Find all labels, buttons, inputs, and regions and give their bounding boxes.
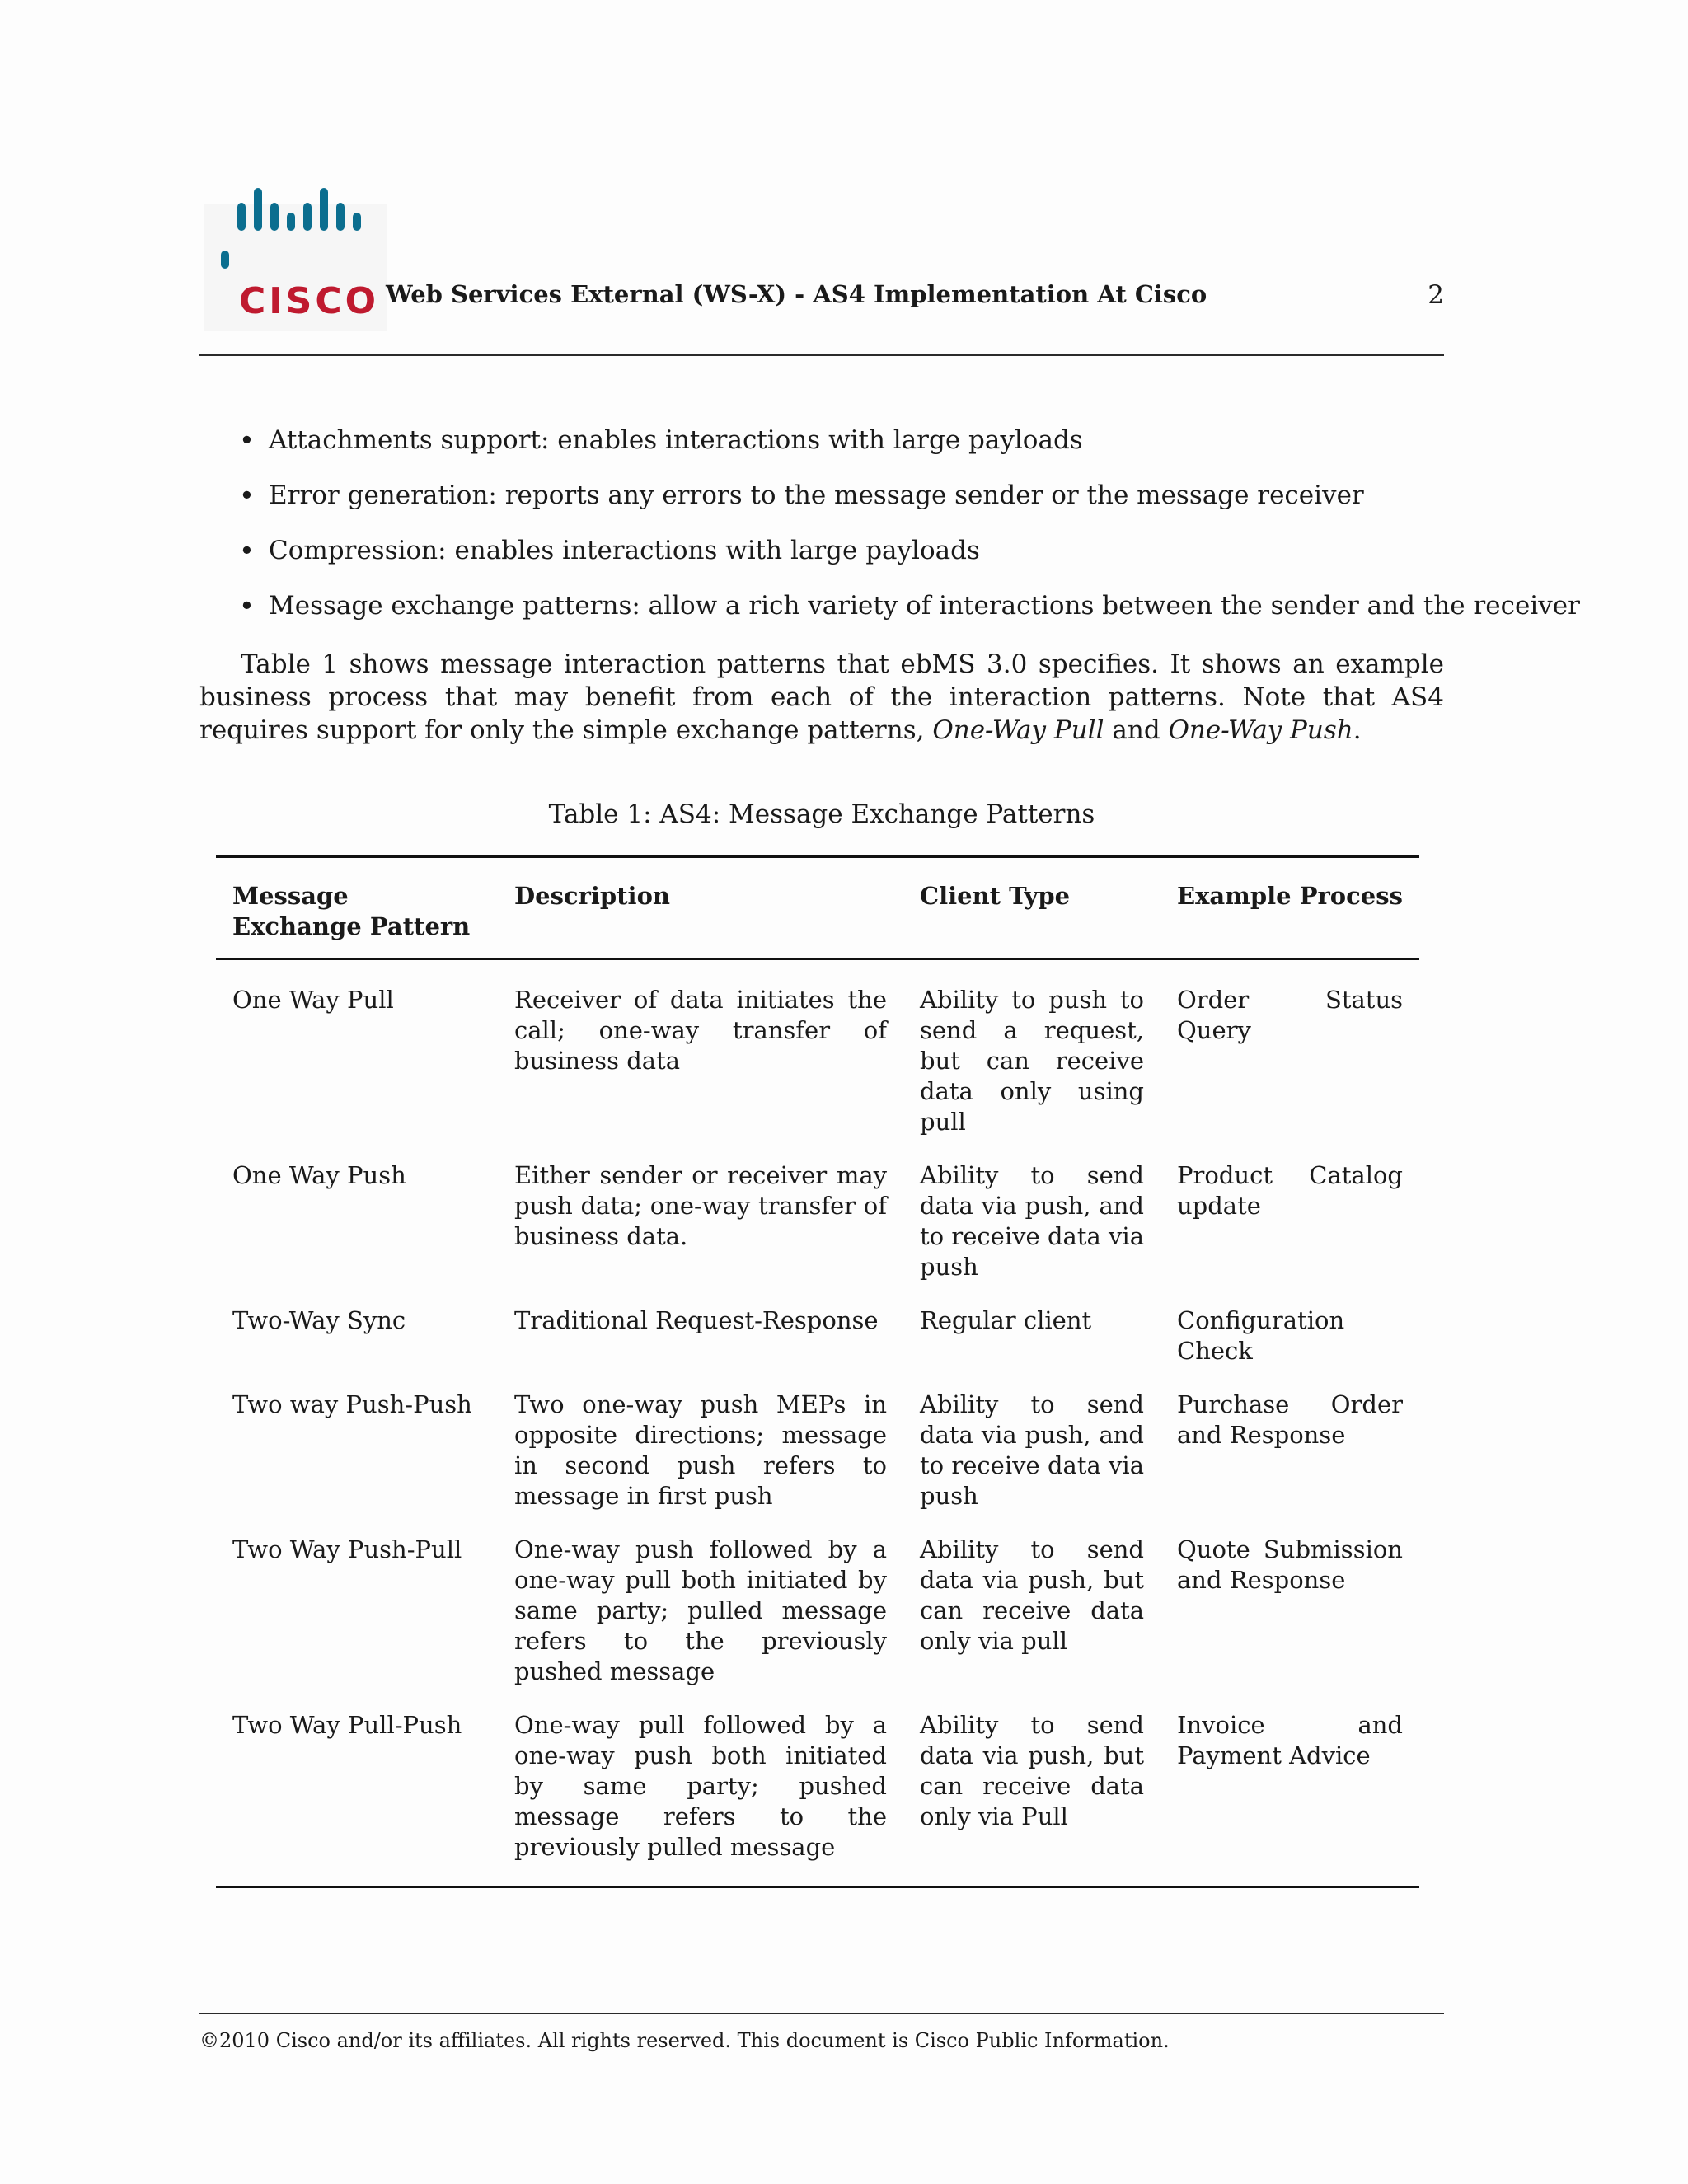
table-cell: Traditional Request-Response: [514, 1306, 879, 1334]
header-rule: [199, 354, 1444, 356]
paragraph-text: Table 1 shows message interaction patterns that ebMS 3.0 specifies. It shows an example business process that may benefit from each of the interaction patterns. Note that AS4 requires support for only the simple exchange patterns,: [199, 649, 1444, 745]
feature-list: [239, 420, 1580, 641]
list-item: • Error generation: reports any errors to the message sender or the message receiver: [239, 476, 1451, 531]
cisco-logo: [204, 204, 387, 331]
table-row: [216, 1160, 1419, 1305]
paragraph-emphasis: One-Way Pull: [932, 715, 1104, 745]
table-cell: Ability to send data via push, and to receive data via push: [920, 1390, 1144, 1510]
table-cell: Either sender or receiver may push data; one-way transfer of business data.: [514, 1161, 887, 1250]
footer-rule: [199, 2013, 1444, 2014]
page-number: 2: [1428, 280, 1444, 310]
table-row: [216, 1305, 1419, 1390]
table-header-row: [216, 857, 1419, 960]
table-cell: Invoice and Payment Advice: [1177, 1711, 1403, 1769]
table-cell: Two way Push-Push: [232, 1390, 472, 1418]
table-cell: Two Way Pull-Push: [232, 1711, 462, 1739]
table-row: [216, 1390, 1419, 1535]
column-header: Message Exchange Pattern: [232, 882, 471, 940]
table-cell: Order Status Query: [1177, 986, 1403, 1044]
table-cell: One Way Push: [232, 1161, 406, 1189]
table-cell: One-way pull followed by a one-way push both initiated by same party; pushed message refers to the previously pulled message: [514, 1711, 887, 1861]
table-cell: Configuration Check: [1177, 1306, 1345, 1365]
page-header: [199, 204, 1444, 354]
table-cell: Two-Way Sync: [232, 1306, 406, 1334]
cisco-logo-wordmark: CISCO: [239, 280, 380, 322]
table-cell: Ability to send data via push, but can receive data only via pull: [920, 1535, 1144, 1655]
list-item: • Compression: enables interactions with large payloads: [239, 531, 1451, 586]
column-header: Example Process: [1177, 882, 1403, 910]
table-cell: One-way push followed by a one-way pull both initiated by same party; pulled message refers to the previously pushed message: [514, 1535, 887, 1685]
table-cell: One Way Pull: [232, 986, 394, 1014]
table-cell: Regular client: [920, 1306, 1092, 1334]
table-cell: Quote Submission and Response: [1177, 1535, 1403, 1594]
list-item: • Message exchange patterns: allow a rich variety of interactions between the sender and the receiver: [239, 586, 1451, 641]
intro-paragraph: [199, 648, 1444, 747]
table-cell: Ability to push to send a request, but can receive data only using pull: [920, 986, 1144, 1136]
table-cell: Product Catalog update: [1177, 1161, 1403, 1220]
column-header: Description: [514, 882, 670, 910]
table-row: [216, 1535, 1419, 1710]
table-cell: Purchase Order and Response: [1177, 1390, 1403, 1449]
table-cell: Ability to send data via push, but can receive data only via Pull: [920, 1711, 1144, 1830]
table-caption: Table 1: AS4: Message Exchange Patterns: [548, 799, 1095, 829]
mep-table: [216, 855, 1419, 1888]
paragraph-text: and: [1104, 715, 1169, 745]
footer-copyright: ©2010 Cisco and/or its affiliates. All rights reserved. This document is Cisco Public Information.: [199, 2029, 1170, 2052]
paragraph-text: .: [1353, 715, 1362, 745]
table-cell: Receiver of data initiates the call; one-way transfer of business data: [514, 986, 887, 1075]
table-row: [216, 1710, 1419, 1887]
list-item: • Attachments support: enables interactions with large payloads: [239, 420, 1451, 476]
paragraph-emphasis: One-Way Push: [1168, 715, 1353, 745]
table-cell: Ability to send data via push, and to receive data via push: [920, 1161, 1144, 1281]
table-cell: Two one-way push MEPs in opposite directions; message in second push refers to message in first push: [514, 1390, 887, 1510]
column-header: Client Type: [920, 882, 1071, 910]
table-cell: Two Way Push-Pull: [232, 1535, 462, 1563]
header-title: Web Services External (WS-X) - AS4 Implementation At Cisco: [386, 280, 1207, 308]
table-row: [216, 959, 1419, 1160]
